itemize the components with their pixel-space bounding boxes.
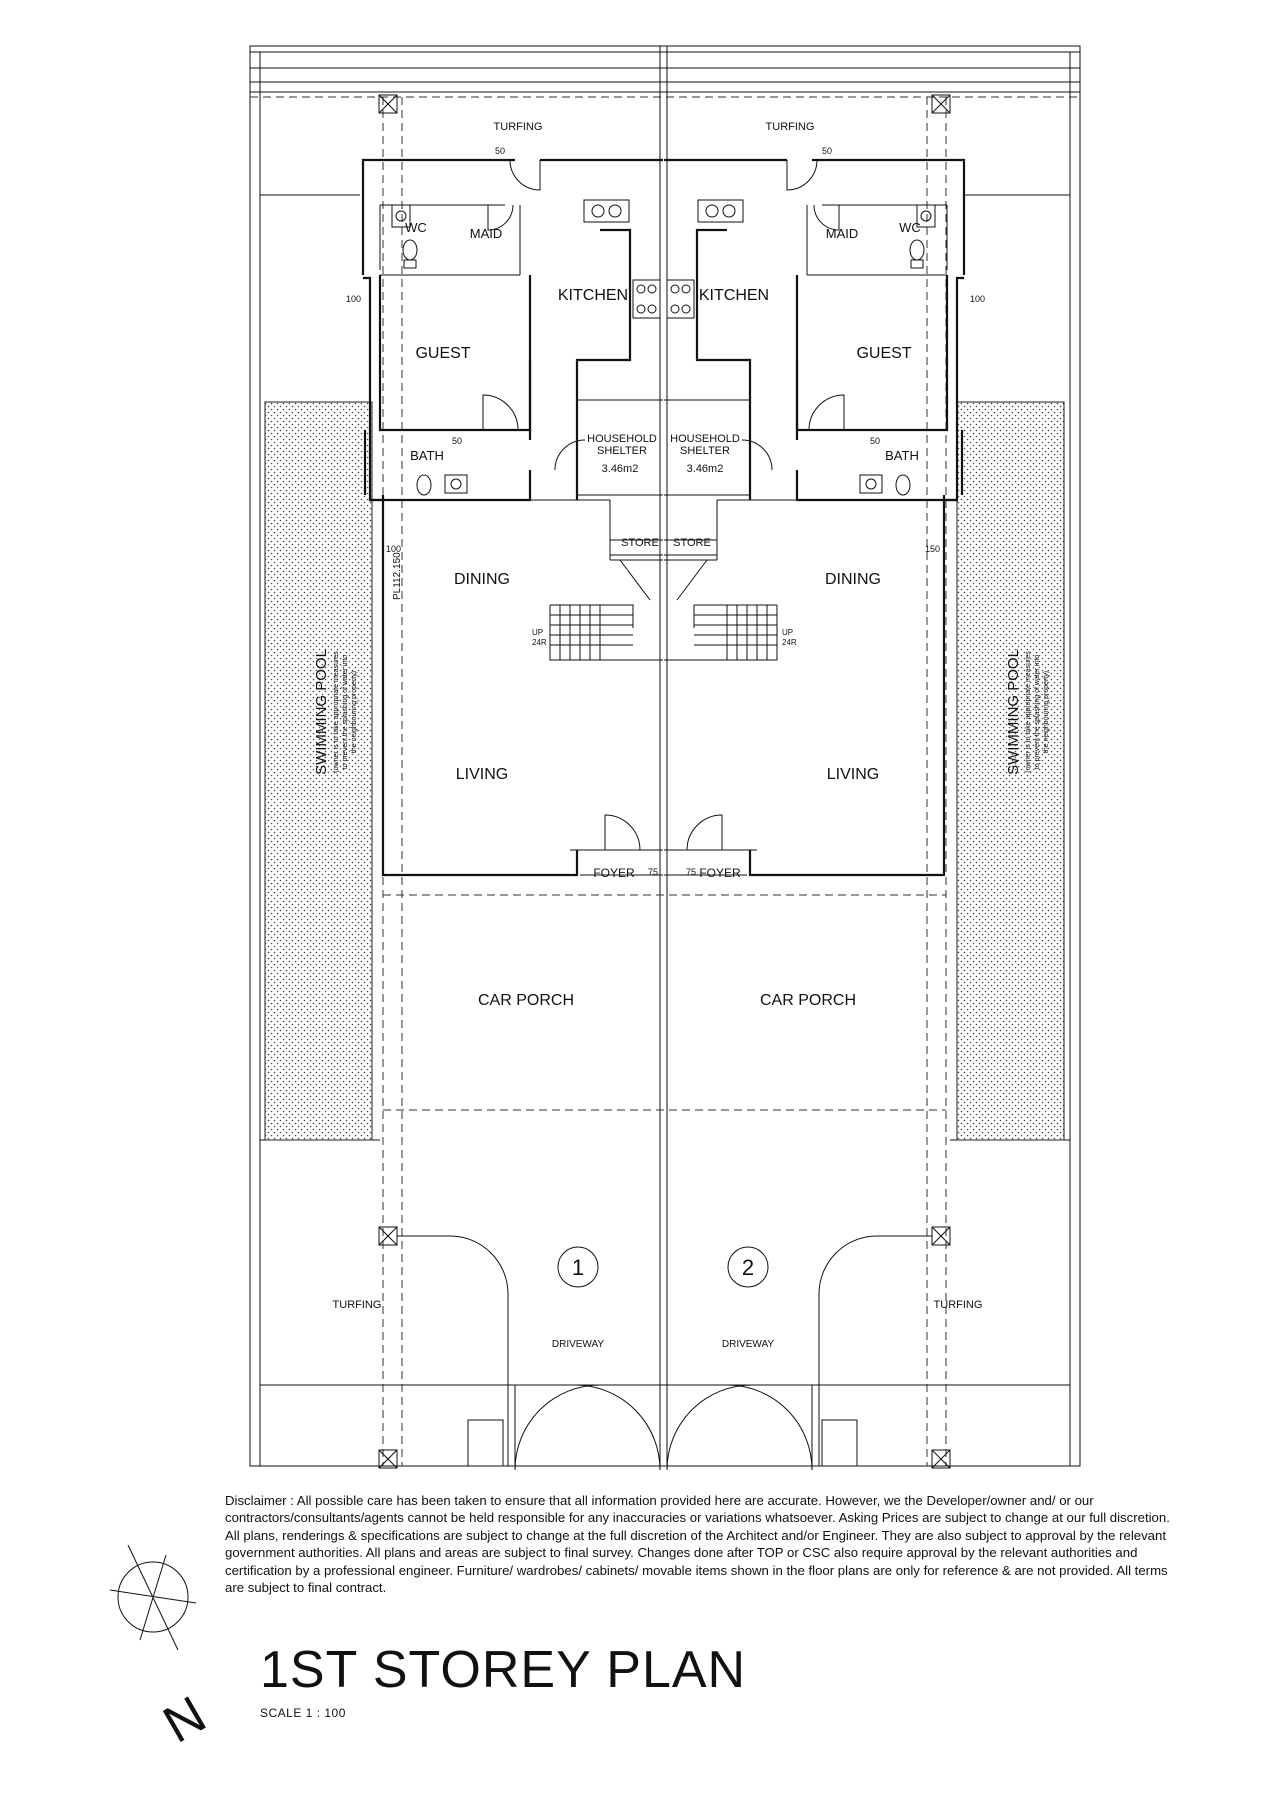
label-dining-left: DINING (454, 571, 510, 588)
label-pool-note-left-2: to prevent the splashing of water into (342, 654, 349, 770)
label-store-right: STORE (673, 537, 711, 549)
label-bath-left: BATH (410, 448, 444, 463)
label-guest-left: GUEST (415, 345, 471, 362)
label-pool-note-left-1: (owner is to take appropriate measures (333, 651, 340, 773)
label-foyer-right: FOYER (699, 866, 741, 880)
label-shelter-right: SHELTER (680, 445, 730, 457)
site-boundary (250, 46, 1080, 1466)
label-pool-note-right-2: to prevent the splashing of water into (1034, 654, 1041, 770)
dim-75-b: 75 (686, 867, 697, 877)
dim-50-d: 50 (870, 436, 881, 446)
dim-150-a: 150 (925, 544, 941, 554)
label-risers-right: 24R (782, 638, 797, 647)
driveway-curbs (397, 1236, 932, 1466)
plan-title: 1ST STOREY PLAN (260, 1641, 747, 1699)
north-label: N (154, 1685, 216, 1755)
label-dining-right: DINING (825, 571, 881, 588)
label-turfing-top-left: TURFING (493, 121, 543, 133)
label-car-porch-left: CAR PORCH (477, 992, 575, 1009)
label-shelter-left: SHELTER (597, 445, 647, 457)
label-turfing-right: TURFING (933, 1299, 983, 1311)
bathroom-fixtures (392, 205, 935, 495)
label-living-left: LIVING (455, 766, 509, 783)
label-up-left: UP (532, 628, 544, 637)
house-walls-left (363, 160, 663, 875)
unit-number-1: 1 (571, 1255, 585, 1280)
label-guest-right: GUEST (856, 345, 912, 362)
unit-number-2: 2 (741, 1255, 755, 1280)
label-pl-level: PL112.150 (392, 552, 403, 600)
house-walls-right (664, 160, 964, 875)
dim-50-b: 50 (822, 146, 833, 156)
scale-label: SCALE 1 : 100 (260, 1706, 346, 1720)
label-up-right: UP (782, 628, 794, 637)
room-labels (313, 121, 1050, 1350)
staircase-left (550, 540, 663, 660)
label-pool-right: SWIMMING POOL (1005, 649, 1022, 775)
label-car-porch-right: CAR PORCH (759, 992, 857, 1009)
label-risers-left: 24R (532, 638, 547, 647)
label-wc-left: WC (405, 220, 427, 235)
label-pool-note-right-3: the neighbouring property) (1043, 670, 1050, 754)
party-wall (660, 46, 667, 1466)
label-turfing-top-right: TURFING (765, 121, 815, 133)
dim-100-a: 100 (346, 294, 362, 304)
label-pool-note-right-1: (owner is to take appropriate measures (1025, 651, 1032, 773)
label-pool-left: SWIMMING POOL (313, 649, 330, 775)
label-foyer-left: FOYER (593, 866, 635, 880)
dim-50-a: 50 (495, 146, 506, 156)
dim-50-c: 50 (452, 436, 463, 446)
label-bath-right: BATH (885, 448, 919, 463)
label-wc-right: WC (899, 220, 921, 235)
label-turfing-left: TURFING (332, 1299, 382, 1311)
label-living-right: LIVING (826, 766, 880, 783)
label-maid-right: MAID (825, 226, 859, 241)
label-driveway-right: DRIVEWAY (721, 1339, 775, 1350)
label-kitchen-right: KITCHEN (698, 287, 770, 304)
label-kitchen-left: KITCHEN (557, 287, 629, 304)
label-store-left: STORE (621, 537, 659, 549)
label-shelter-area-left: 3.46m2 (601, 463, 639, 475)
label-shelter-area-right: 3.46m2 (686, 463, 724, 475)
door-swings (483, 160, 844, 1470)
north-arrow-icon (110, 1545, 196, 1650)
label-maid-left: MAID (469, 226, 503, 241)
label-household-right: HOUSEHOLD (670, 433, 740, 445)
dim-100-b: 100 (970, 294, 986, 304)
dim-75-a: 75 (648, 867, 659, 877)
label-pool-note-left-3: the neighbouring property) (351, 670, 358, 754)
label-household-left: HOUSEHOLD (587, 433, 657, 445)
dim-100-c: 100 (386, 544, 402, 554)
label-driveway-left: DRIVEWAY (551, 1339, 605, 1350)
disclaimer-text: Disclaimer : All possible care has been taken to ensure that all information provided here are accurate. However, we the Developer/owner and/ or our contractors/consultants/agents cannot be held responsible for any inaccuracies or variations whatsoever. Asking Prices are subject to change at our full discretion. All plans, renderings & specifications are subject to change at the full discretion of the Architect and/or Engineer. They are also subject to approval by the relevant government authorities. All plans and areas are subject to final survey. Changes done after TOP or CSC also require approval by the relevant authorities and certification by a professional engineer. Furniture/ wardrobes/ cabinets/ movable items shown in the floor plans are only for reference & are not provided. All terms are subject to final contract. (225, 1493, 1170, 1596)
